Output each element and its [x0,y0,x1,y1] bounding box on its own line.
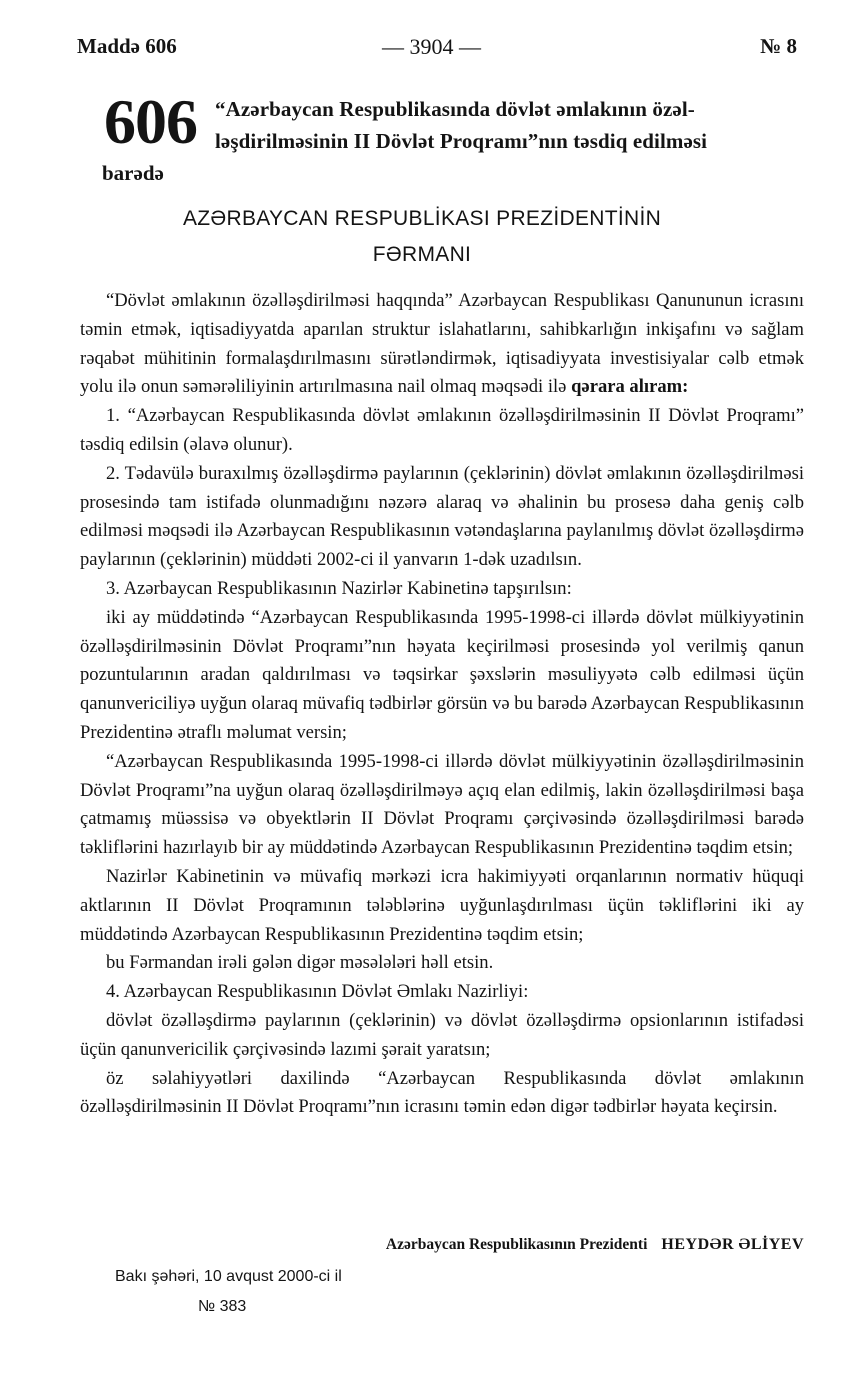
title-line-3: barədə [102,161,164,185]
article-label: Maddə 606 [77,34,177,58]
paragraph-1: 1. “Azərbaycan Respublikasında dövlət əmlakının özəlləşdirilməsinin II Dövlət Proqramı” təsdiq edilsin (əlavə olunur). [80,405,804,455]
paragraph-3a: iki ay müddətində “Azərbaycan Respublikasında 1995-1998-ci illərdə dövlət mülkiyyətinin özəlləşdirilməsinin Dövlət Proqramı”nın həyata keçirilməsi prosesində yol verilmiş qanun pozuntularının aradan qaldırılması və təqsirkar şəxslərin məsuliyyətə cəlb edilməsi üçün qanunvericiliyə uyğun olaraq müvafiq tədbirlər görsün və bu barədə Azərbaycan Respublikasının Prezidentinə ətraflı məlumat versin; [80,606,804,743]
decree-heading-line-1: AZƏRBAYCAN RESPUBLİKASI PREZİDENTİNİN [182,207,662,230]
document-title [80,86,808,192]
paragraph-3: 3. Azərbaycan Respublikasının Nazirlər Kabinetinə tapşırılsın: [106,577,572,599]
paragraph-3b: “Azərbaycan Respublikasında 1995-1998-ci illərdə dövlət mülkiyyətinin özəlləşdirilməsinin Dövlət Proqramı”na uyğun olaraq özəlləşdirilməyə açıq elan edilmiş, lakin özəlləşdirilməsi başa çatmamış müəssisə və obyektlərin II Dövlət Proqramı çərçivəsində özəlləşdirilməsi barədə təkliflərini hazırlayıb bir ay müddətində Azərbaycan Respublikasının Prezidentinə təqdim etsin; [80,750,804,859]
paragraph-3c: Nazirlər Kabinetinin və müvafiq mərkəzi icra hakimiyyəti orqanlarının normativ hüquqi aktlarının II Dövlət Proqramının tələblərinə uyğunlaşdırılması üçün təkliflərini iki ay müddətində Azərbaycan Respublikasının Prezidentinə təqdim etsin; [80,865,804,945]
signature-block [386,1236,804,1254]
page-number: — 3904 — [382,34,481,59]
title-line-1: “Azərbaycan Respublikasında dövlət əmlakının özəl- [215,97,695,121]
paragraph-intro [80,287,804,402]
decree-heading-line-2: FƏRMANI [372,243,472,266]
paragraph-3d: bu Fərmandan irəli gələn digər məsələləri həll etsin. [106,952,494,974]
intro-text: “Dövlət əmlakının özəlləşdirilməsi haqqında” Azərbaycan Respublikası Qanununun icrasını təmin etmək, iqtisadiyyatda aparılan struktur islahatlarını, sahibkarlığın inkişafını və sağlam rəqabət mühitinin formalaşdırılmasını sürətləndirmək, iqtisadiyyata investisiyalar cəlb etmək yolu ilə onun səmərəliliyinin artırılmasına nail olmaq məqsədi ilə [80,290,804,398]
issue-number: № 8 [760,34,797,58]
place-and-date: Bakı şəhəri, 10 avqust 2000-ci il [115,1268,342,1285]
decree-number: № 383 [198,1298,247,1315]
paragraph-4a: dövlət özəlləşdirmə paylarının (çeklərinin) və dövlət özəlləşdirmə opsionlarının istifadəsi üçün qanunvericilik çərçivəsində lazımi şərait yaratsın; [80,1009,804,1060]
paragraph-4b: öz səlahiyyətləri daxilində “Azərbaycan Respublikasında dövlət əmlakının özəlləşdirilməsinin II Dövlət Proqramı”nın icrasını təmin edən digər tədbirlər həyata keçirsin. [80,1067,804,1118]
document-number: 606 [104,86,197,157]
signatory-name: HEYDƏR ƏLİYEV [661,1236,804,1253]
intro-emphasis: qərara alıram: [571,376,689,398]
paragraph-4: 4. Azərbaycan Respublikasının Dövlət Əmlakı Nazirliyi: [106,981,529,1003]
signatory-position: Azərbaycan Respublikasının Prezidenti [385,1236,648,1253]
title-line-2: ləşdirilməsinin II Dövlət Proqramı”nın təsdiq edilməsi [215,129,708,153]
paragraph-2: 2. Tədavülə buraxılmış özəlləşdirmə paylarının (çeklərinin) dövlət əmlakının özəlləşdirilməsi prosesində tam istifadə olunmadığını nəzərə alaraq və əhalinin bu prosesə daha geniş cəlb edilməsi məqsədi ilə Azərbaycan Respublikasının vətəndaşlarına paylanılmış dövlət özəlləşdirmə paylarının (çeklərinin) müddəti 2002-ci il yanvarın 1-dək uzadılsın. [80,462,804,571]
decree-body [80,287,804,1122]
running-header [77,34,797,64]
